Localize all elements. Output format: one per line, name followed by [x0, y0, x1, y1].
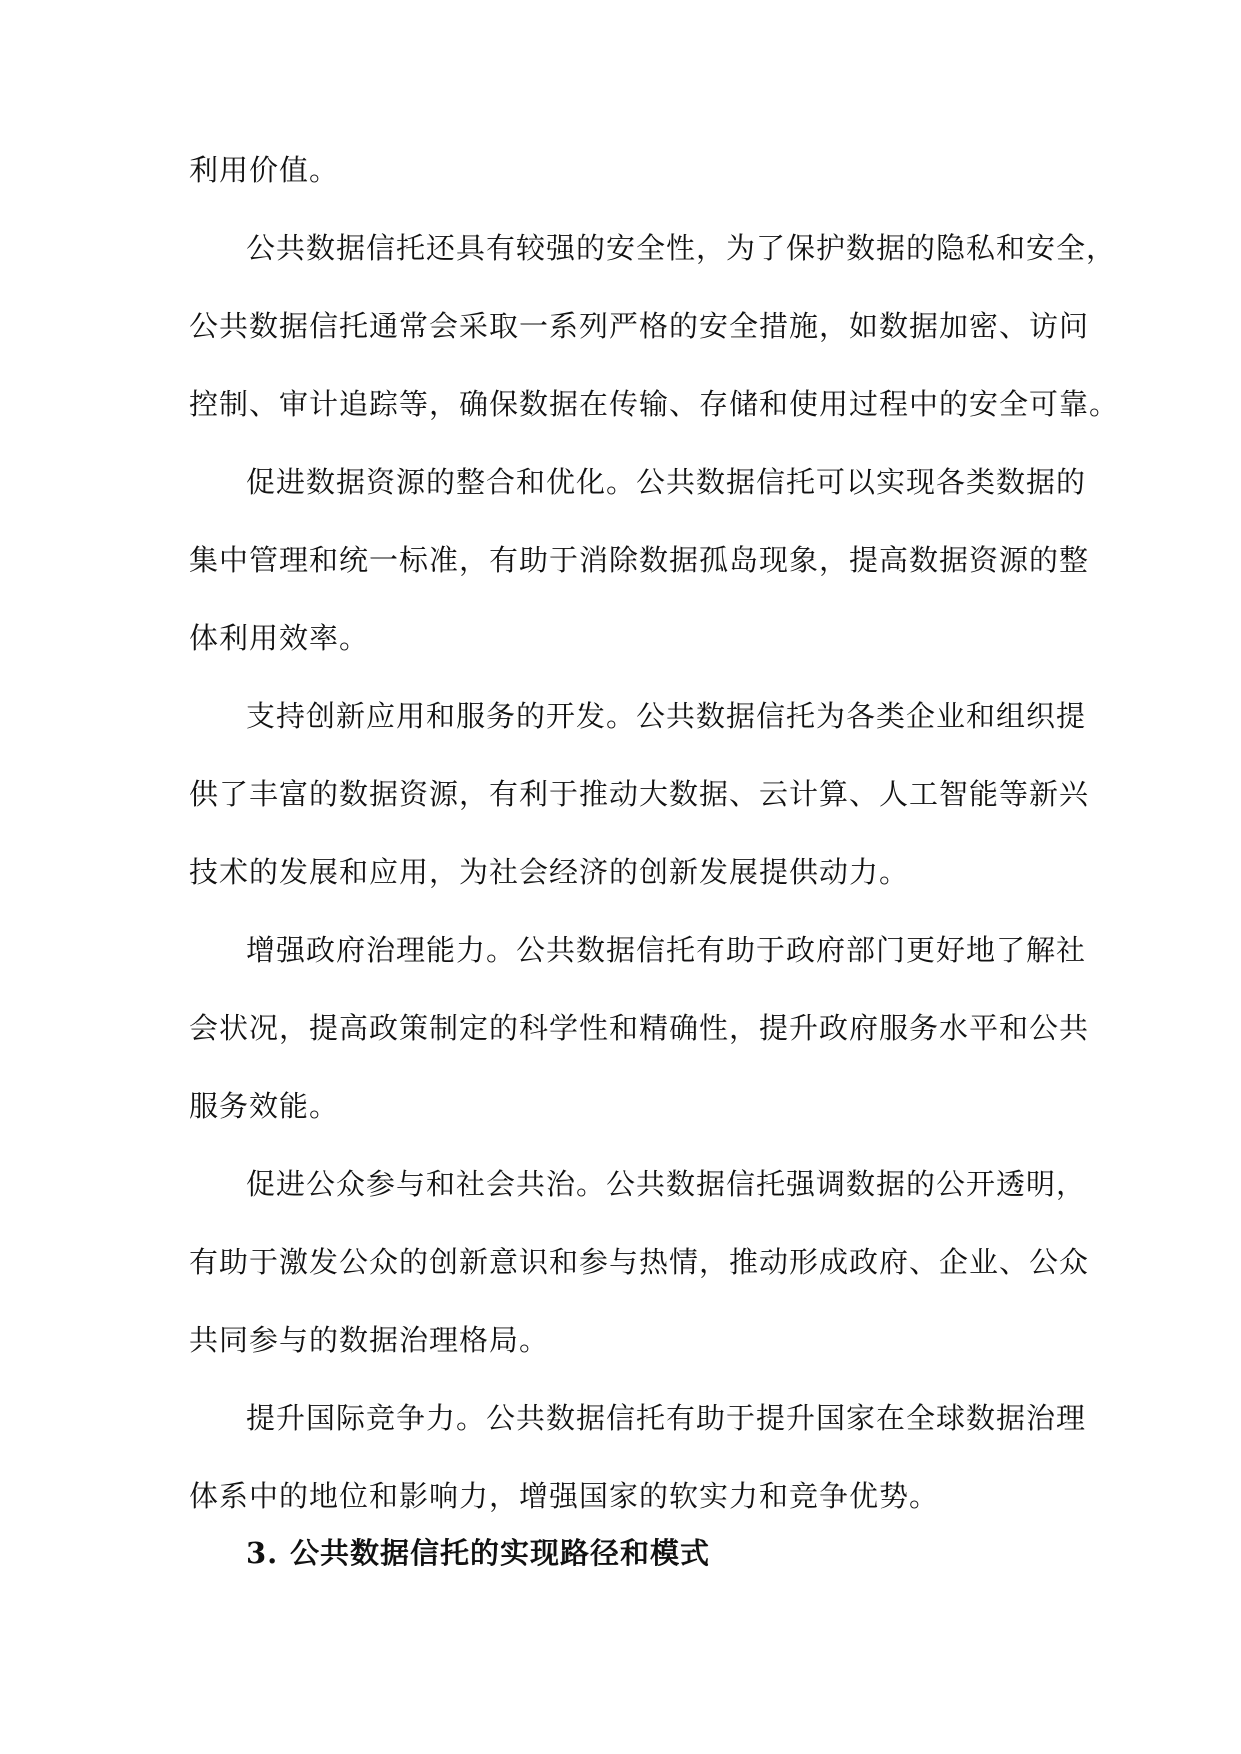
section-title: 公共数据信托的实现路径和模式	[290, 1536, 711, 1570]
section-heading	[246, 1533, 710, 1573]
body-text-line: 服务效能。	[189, 1089, 340, 1123]
body-text-line: 有助于激发公众的创新意识和参与热情，推动形成政府、企业、公众	[189, 1245, 1090, 1279]
paragraph-first-line: 促进数据资源的整合和优化。公共数据信托可以实现各类数据的	[246, 465, 1087, 499]
body-text-line: 供了丰富的数据资源，有利于推动大数据、云计算、人工智能等新兴	[189, 777, 1090, 811]
paragraph-first-line: 公共数据信托还具有较强的安全性，为了保护数据的隐私和安全，	[246, 231, 1117, 265]
paragraph-first-line: 增强政府治理能力。公共数据信托有助于政府部门更好地了解社	[246, 933, 1087, 967]
body-text-line: 技术的发展和应用，为社会经济的创新发展提供动力。	[189, 855, 910, 889]
paragraph-first-line: 提升国际竞争力。公共数据信托有助于提升国家在全球数据治理	[246, 1401, 1087, 1435]
body-text-line: 会状况，提高政策制定的科学性和精确性，提升政府服务水平和公共	[189, 1011, 1090, 1045]
body-text-line: 共同参与的数据治理格局。	[189, 1323, 550, 1357]
body-text-line: 利用价值。	[189, 153, 340, 187]
body-text-line: 集中管理和统一标准，有助于消除数据孤岛现象，提高数据资源的整	[189, 543, 1090, 577]
body-text-line: 体系中的地位和影响力，增强国家的软实力和竞争优势。	[189, 1479, 940, 1513]
body-text-line: 公共数据信托通常会采取一系列严格的安全措施，如数据加密、访问	[189, 309, 1090, 343]
body-text-line: 体利用效率。	[189, 621, 370, 655]
section-number: 3.	[246, 1536, 279, 1570]
paragraph-first-line: 支持创新应用和服务的开发。公共数据信托为各类企业和组织提	[246, 699, 1087, 733]
paragraph-first-line: 促进公众参与和社会共治。公共数据信托强调数据的公开透明，	[246, 1167, 1087, 1201]
body-text-line: 控制、审计追踪等，确保数据在传输、存储和使用过程中的安全可靠。	[189, 387, 1120, 421]
